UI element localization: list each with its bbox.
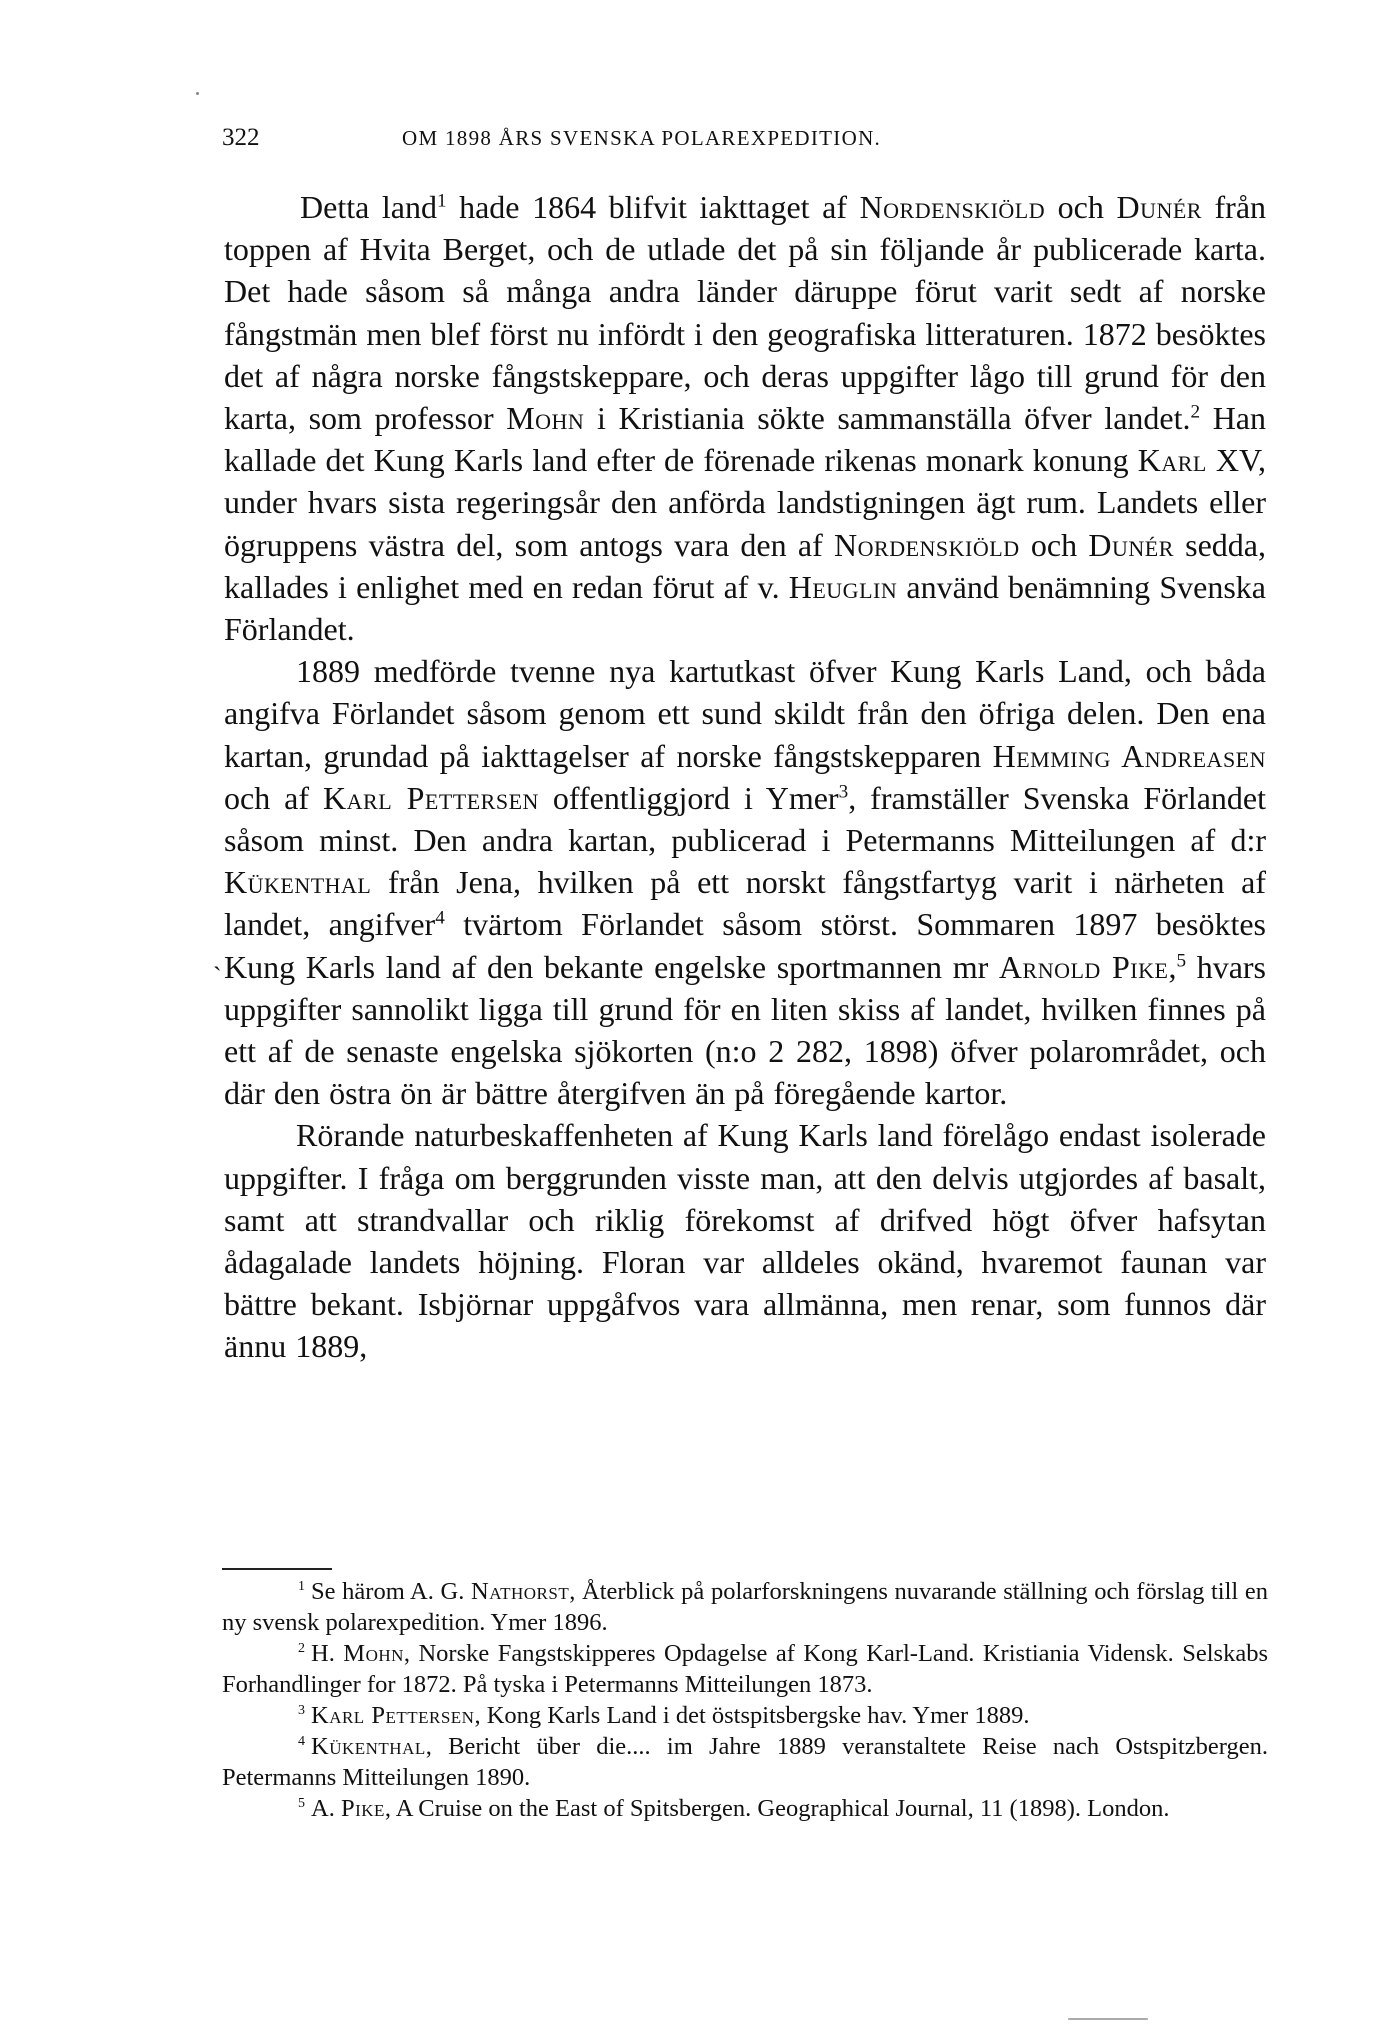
person-name: Karl Pettersen [311, 1702, 475, 1729]
person-name: Mohn [506, 400, 585, 437]
text-run: offentliggjord i Ymer [538, 779, 839, 816]
footnote [222, 1638, 1268, 1700]
margin-mark: ˋ [213, 962, 222, 991]
text-run: , Kong Karls Land i det östspitsbergske hav. Ymer 1889. [474, 1702, 1030, 1729]
footnote-reference: 4 [435, 907, 445, 929]
footnote-mark: 3 [298, 1702, 305, 1718]
page-number: 322 [222, 124, 260, 151]
paragraph [224, 650, 1266, 1114]
main-text [224, 186, 1266, 1368]
text-run: Rörande naturbeskaffenheten af Kung Karls land förelågo endast isolerade uppgifter. I fråga om berggrunden visste man, att den delvis utgjordes af basalt, samt att strandvallar och riklig förekomst af drifved högt öfver hafsytan ådagalade landets höjning. Floran var alldeles okänd, hvaremot faunan var bättre bekant. Isbjörnar uppgåfvos vara allmänna, men renar, som funnos där ännu 1889, [224, 1117, 1266, 1365]
text-run: Detta land [300, 189, 437, 225]
footnote-mark: 5 [298, 1795, 305, 1811]
person-name: Karl Pettersen [323, 779, 539, 816]
text-run: 1889 medförde tvenne nya kartutkast öfver Kung Karls Land, och båda angifva Förlandet såsom genom ett sund skildt från den öfriga delen. Den ena kartan, grundad på iakttagelser af norske fångstskepparen [224, 653, 1266, 774]
person-name: Nathorst [471, 1578, 570, 1605]
person-name: Kükenthal [224, 864, 372, 901]
person-name: Hemming Andreasen [992, 737, 1267, 774]
text-run: hvars uppgifter sannolikt ligga till grund för en liten skiss af landet, hvilken finnes på ett af de senaste engelska sjökorten (n:o 2 282, 1898) öfver polarområdet, och där den östra ön är bättre återgifven än på föregående kartor. [224, 948, 1267, 1112]
footnote-reference: 5 [1176, 950, 1187, 971]
text-run: XV, under hvars sista regeringsår den anförda landstigningen ägt rum. Landets eller ögruppens västra del, som antogs vara den af [224, 442, 1267, 563]
text-run: använd benämning Svenska Förlandet. [224, 568, 1267, 648]
text-run: i Kristiania sökte sammanställa öfver landet. [584, 400, 1191, 437]
text-run: , [1168, 948, 1177, 985]
footnotes [222, 1576, 1268, 1824]
text-run: , Återblick på polarforskningens nuvarande ställning och förslag till en ny svensk polarexpedition. Ymer 1896. [222, 1578, 1269, 1636]
text-run: och [1045, 189, 1117, 225]
footnote [222, 1793, 1268, 1824]
text-run: Han kallade det Kung Karls land efter de förenade rikenas monark konung [224, 400, 1266, 479]
person-name: Karl [1137, 442, 1207, 479]
text-run: H. [311, 1640, 344, 1667]
footnote-reference: 1 [436, 190, 447, 212]
text-run: sedda, kallades i enlighet med en redan förut af v. [224, 526, 1267, 605]
footnote [222, 1731, 1268, 1793]
footnote-mark: 2 [298, 1640, 305, 1656]
person-name: Nordenskiöld [834, 526, 1020, 563]
footnote-reference: 3 [838, 781, 849, 803]
text-run: A. [311, 1795, 341, 1822]
page-header [222, 124, 1262, 164]
running-title: OM 1898 ÅRS SVENSKA POLAREXPEDITION. [402, 126, 882, 150]
text-run: och [1019, 526, 1089, 563]
text-run: från Jena, hvilken på ett norskt fångstfartyg varit i närheten af landet, angifver [224, 864, 1266, 943]
text-run: , framställer Svenska Förlandet såsom minst. Den andra kartan, publicerad i Petermanns Mitteilungen af d:r [224, 779, 1267, 859]
person-name: Mohn [343, 1640, 404, 1667]
text-run: Se härom A. G. [311, 1578, 472, 1605]
person-name: Heuglin [788, 568, 898, 605]
text-run: och af [224, 779, 324, 816]
paper-speck [1068, 2018, 1148, 2020]
paragraph [224, 186, 1266, 650]
person-name: Arnold Pike [998, 948, 1169, 985]
footnote-reference: 2 [1190, 401, 1201, 423]
paper-speck [196, 92, 199, 95]
paragraph [224, 1114, 1266, 1367]
text-run: tvärtom Förlandet såsom störst. Sommaren 1897 besöktes Kung Karls land af den bekante engelske sportmannen mr [224, 906, 1266, 985]
text-run: från toppen af Hvita Berget, och de utlade det på sin följande år publicerade karta. Det hade såsom så många andra länder däruppe förut varit sedt af norske fångstmän men blef först nu infördt i den geografiska litteraturen. 1872 besöktes det af några norske fångstskeppare, och deras uppgifter lågo till grund för den karta, som professor [224, 189, 1267, 437]
person-name: Dunér [1088, 526, 1174, 563]
footnote-rule [222, 1568, 332, 1570]
person-name: Pike [340, 1795, 385, 1822]
footnote [222, 1576, 1268, 1638]
text-run: , A Cruise on the East of Spitsbergen. Geographical Journal, 11 (1898). London. [384, 1795, 1170, 1822]
person-name: Kükenthal [311, 1733, 426, 1760]
footnote-mark: 4 [298, 1733, 305, 1749]
footnote [222, 1700, 1268, 1731]
text-run: , Bericht über die.... im Jahre 1889 veranstaltete Reise nach Ostspitzbergen. Petermanns Mitteilungen 1890. [222, 1733, 1268, 1791]
text-run: , Norske Fangstskipperes Opdagelse af Kong Karl-Land. Kristiania Vidensk. Selskabs Forhandlinger for 1872. På tyska i Petermanns Mitteilungen 1873. [222, 1640, 1268, 1698]
footnote-mark: 1 [298, 1578, 305, 1594]
text-run: hade 1864 blifvit iakttaget af [446, 189, 860, 225]
person-name: Dunér [1116, 189, 1202, 225]
person-name: Nordenskiöld [859, 189, 1046, 225]
